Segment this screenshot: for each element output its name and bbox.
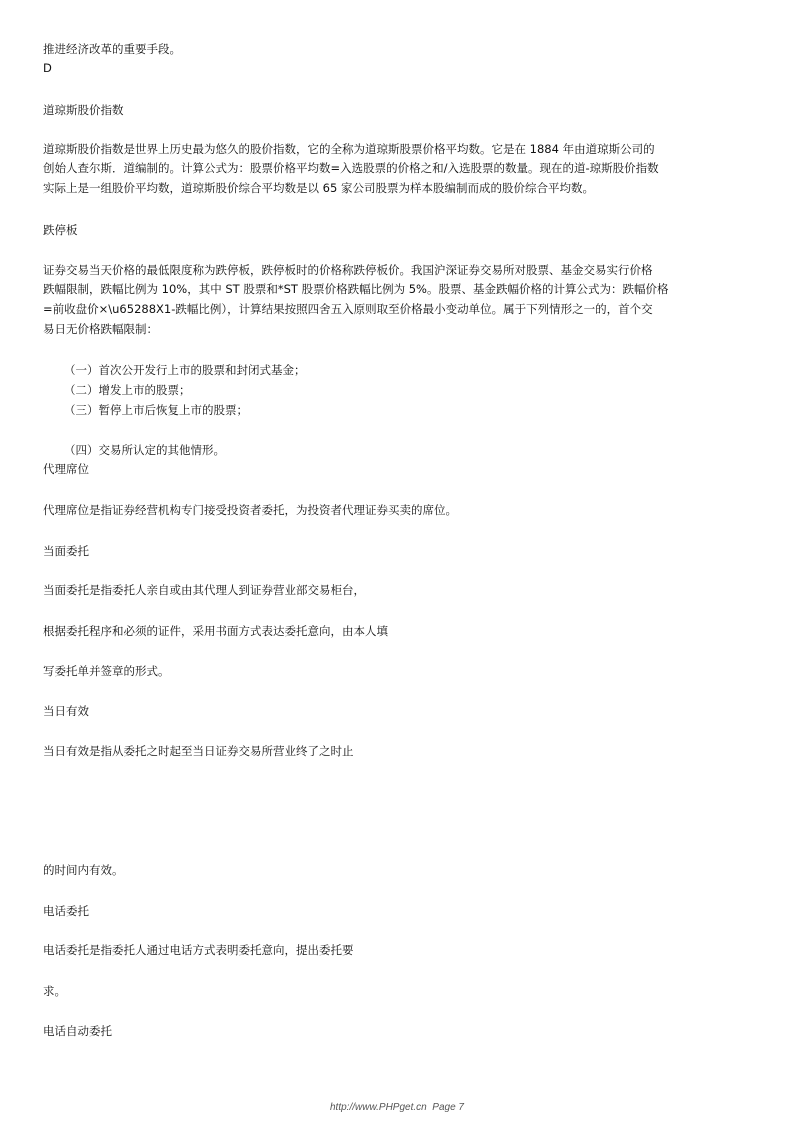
paragraph-line: 当面委托是指委托人亲自或由其代理人到证券营业部交易柜台， [43,583,365,597]
paragraph-line: 求。 [43,984,66,998]
paragraph-line: 电话委托是指委托人通过电话方式表明委托意向，提出委托要 [43,943,354,957]
page-footer [0,1102,794,1113]
paragraph-line: 易日无价格跌幅限制： [43,322,158,336]
term-heading: 当面委托 [43,544,89,558]
paragraph-line: 根据委托程序和必须的证件，采用书面方式表达委托意向，由本人填 [43,624,388,638]
term-heading: 代理席位 [43,462,89,476]
term-heading: 当日有效 [43,704,89,718]
paragraph-line: 创始人查尔斯．道编制的。计算公式为：股票价格平均数=入选股票的价格之和/入选股票的数量。现在的道-琼斯股价指数 [43,161,659,175]
list-item: （三）暂停上市后恢复上市的股票； [64,403,248,417]
paragraph-line: 当日有效是指从委托之时起至当日证券交易所营业终了之时止 [43,744,354,758]
paragraph-line: 跌幅限制，跌幅比例为 10%，其中 ST 股票和*ST 股票价格跌幅比例为 5%。股票、基金跌幅价格的计算公式为：跌幅价格 [43,282,669,296]
list-item: （一）首次公开发行上市的股票和封闭式基金； [64,363,306,377]
list-item: （二）增发上市的股票； [64,383,191,397]
footer-site-link[interactable]: http://www.PHPget.cn [330,1102,427,1113]
term-heading: 电话委托 [43,904,89,918]
paragraph-line: 道琼斯股价指数是世界上历史最为悠久的股价指数，它的全称为道琼斯股票价格平均数。它是在 1884 年由道琼斯公司的 [43,142,655,156]
list-item: （四）交易所认定的其他情形。 [64,443,225,457]
section-letter: D [43,61,52,75]
paragraph-line: 证券交易当天价格的最低限度称为跌停板，跌停板时的价格称跌停板价。我国沪深证券交易所对股票、基金交易实行价格 [43,263,653,277]
footer-page-number: Page 7 [432,1102,464,1113]
paragraph-line: 实际上是一组股价平均数，道琼斯股价综合平均数是以 65 家公司股票为样本股编制而成的股价综合平均数。 [43,181,594,195]
paragraph-line: 代理席位是指证券经营机构专门接受投资者委托，为投资者代理证券买卖的席位。 [43,503,457,517]
term-heading: 电话自动委托 [43,1024,112,1038]
text-line: 推进经济改革的重要手段。 [43,42,181,56]
paragraph-line: =前收盘价×\u65288X1-跌幅比例），计算结果按照四舍五入原则取至价格最小变动单位。属于下列情形之一的，首个交 [43,302,653,316]
term-heading: 跌停板 [43,223,78,237]
paragraph-line: 写委托单并签章的形式。 [43,664,170,678]
paragraph-line: 的时间内有效。 [43,863,124,877]
term-heading: 道琼斯股价指数 [43,103,124,117]
